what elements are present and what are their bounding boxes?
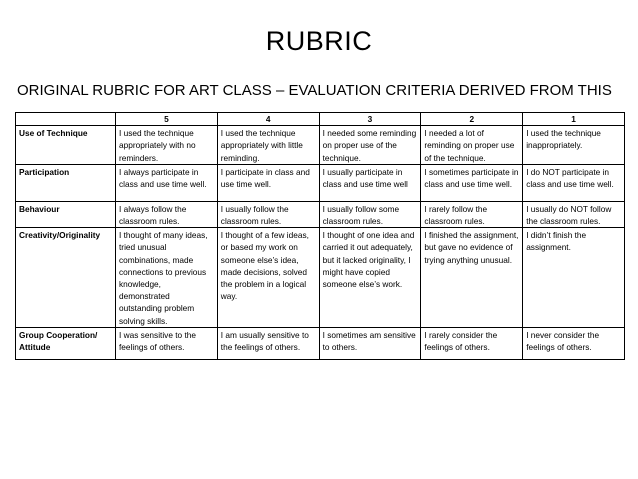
header-score-4: 4 [217, 113, 319, 126]
rubric-table [15, 112, 625, 360]
table-cell: I always follow the classroom rules. [116, 201, 218, 227]
table-cell: I finished the assignment, but gave no evidence of trying anything unusual. [421, 228, 523, 328]
header-score-3: 3 [319, 113, 421, 126]
page-subtitle: ORIGINAL RUBRIC FOR ART CLASS – EVALUATION CRITERIA DERIVED FROM THIS [17, 82, 612, 99]
table-cell: I thought of one idea and carried it out adequately, but it lacked originality, I might have copied someone else’s work. [319, 228, 421, 328]
table-cell: I needed some reminding on proper use of the technique. [319, 126, 421, 165]
header-score-1: 1 [523, 113, 625, 126]
table-cell: I thought of many ideas, tried unusual combinations, made connections to previous knowledge, demonstrated outstanding problem solving skills. [116, 228, 218, 328]
table-cell: I always participate in class and use time well. [116, 164, 218, 201]
row-criterion: Use of Technique [16, 126, 116, 165]
table-cell: I sometimes participate in class and use time well. [421, 164, 523, 201]
table-cell: I usually follow some classroom rules. [319, 201, 421, 227]
row-criterion: Participation [16, 164, 116, 201]
header-score-5: 5 [116, 113, 218, 126]
table-cell: I usually do NOT follow the classroom rules. [523, 201, 625, 227]
header-criterion [16, 113, 116, 126]
table-cell: I rarely follow the classroom rules. [421, 201, 523, 227]
table-cell: I used the technique appropriately with little reminding. [217, 126, 319, 165]
table-cell: I sometimes am sensitive to others. [319, 327, 421, 359]
table-row [16, 201, 625, 227]
table-cell: I am usually sensitive to the feelings of others. [217, 327, 319, 359]
table-cell: I usually participate in class and use time well [319, 164, 421, 201]
row-criterion: Group Cooperation/ Attitude [16, 327, 116, 359]
table-cell: I do NOT participate in class and use time well. [523, 164, 625, 201]
table-cell: I didn’t finish the assignment. [523, 228, 625, 328]
table-cell: I used the technique appropriately with no reminders. [116, 126, 218, 165]
table-row [16, 327, 625, 359]
page-title: RUBRIC [265, 26, 373, 56]
row-criterion: Behaviour [16, 201, 116, 227]
row-criterion: Creativity/Originality [16, 228, 116, 328]
table-cell: I rarely consider the feelings of others. [421, 327, 523, 359]
table-cell: I used the technique inappropriately. [523, 126, 625, 165]
table-row [16, 126, 625, 165]
table-cell: I never consider the feelings of others. [523, 327, 625, 359]
table-cell: I participate in class and use time well. [217, 164, 319, 201]
table-cell: I needed a lot of reminding on proper use of the technique. [421, 126, 523, 165]
header-score-2: 2 [421, 113, 523, 126]
table-header-row [16, 113, 625, 126]
table-row [16, 228, 625, 328]
table-cell: I thought of a few ideas, or based my work on someone else’s idea, made decisions, solved the problem in a logical way. [217, 228, 319, 328]
table-cell: I usually follow the classroom rules. [217, 201, 319, 227]
table-cell: I was sensitive to the feelings of others. [116, 327, 218, 359]
table-row [16, 164, 625, 201]
